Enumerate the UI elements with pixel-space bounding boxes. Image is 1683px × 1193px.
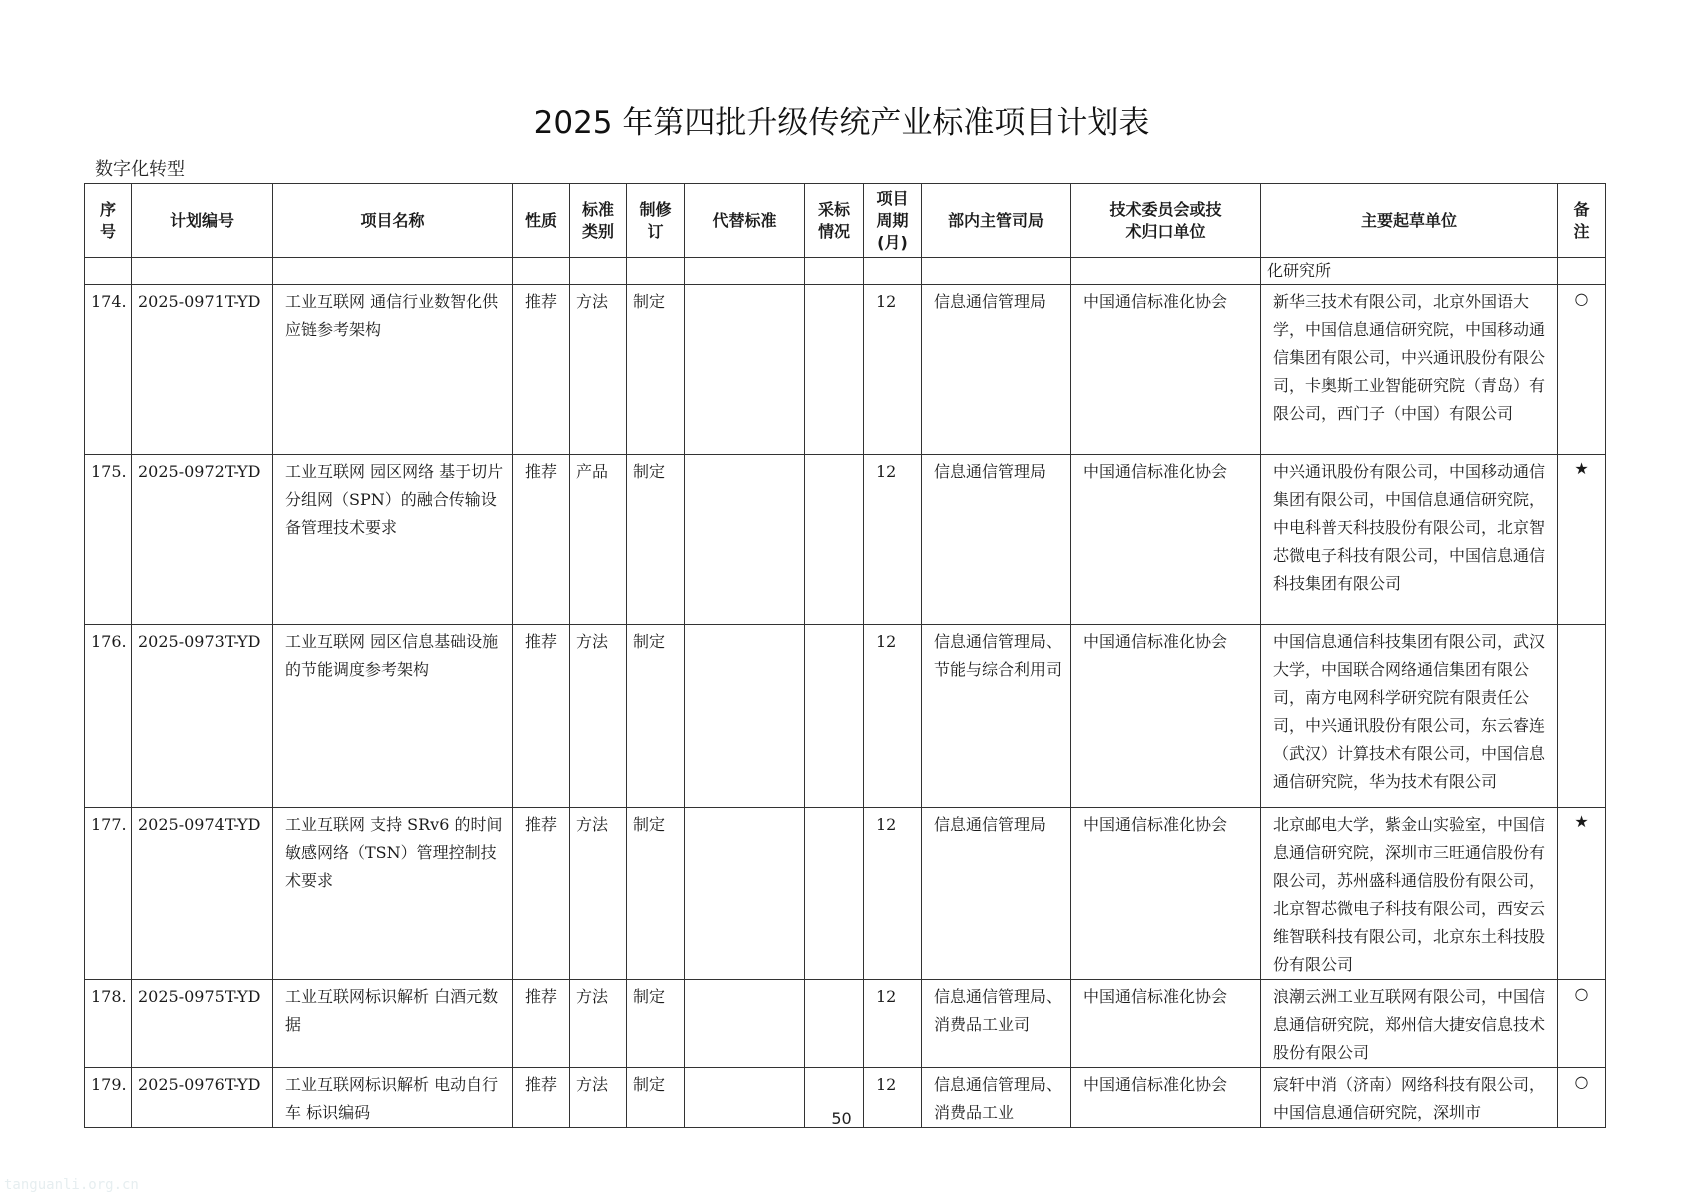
cell-adoption: [805, 808, 864, 980]
cell-remark: ○: [1558, 980, 1606, 1068]
cell-category: 方法: [570, 625, 627, 808]
cell-department: 信息通信管理局: [922, 808, 1071, 980]
cell-committee: 中国通信标准化协会: [1071, 980, 1261, 1068]
page-title: 2025 年第四批升级传统产业标准项目计划表: [533, 105, 1150, 141]
cell-category: 方法: [570, 808, 627, 980]
cell-remark: ○: [1558, 285, 1606, 455]
cell-name: 工业互联网 通信行业数智化供应链参考架构: [273, 285, 513, 455]
carryover-drafters: 化研究所: [1261, 258, 1558, 285]
cell-committee: 中国通信标准化协会: [1071, 1068, 1261, 1128]
header-department: 部内主管司局: [922, 184, 1071, 258]
cell-seq: 175.: [85, 455, 132, 625]
cell-replace: [685, 625, 805, 808]
header-replace: 代替标准: [685, 184, 805, 258]
cell-drafters: 中兴通讯股份有限公司，中国移动通信集团有限公司，中国信息通信研究院，中电科普天科技股份有限公司，北京智芯微电子科技有限公司，中国信息通信科技集团有限公司: [1261, 455, 1558, 625]
page-number: 50: [831, 1109, 852, 1128]
cell-nature: 推荐: [513, 980, 570, 1068]
cell-revision: 制定: [627, 980, 685, 1068]
header-drafters: 主要起草单位: [1261, 184, 1558, 258]
header-name: 项目名称: [273, 184, 513, 258]
cell-name: 工业互联网标识解析 电动自行车 标识编码: [273, 1068, 513, 1128]
cell-seq: 174.: [85, 285, 132, 455]
cell-nature: 推荐: [513, 808, 570, 980]
cell-department: 信息通信管理局、消费品工业: [922, 1068, 1071, 1128]
header-committee: 技术委员会或技术归口单位: [1071, 184, 1261, 258]
cell-seq: 179.: [85, 1068, 132, 1128]
cell-cycle: 12: [864, 980, 922, 1068]
cell-department: 信息通信管理局、消费品工业司: [922, 980, 1071, 1068]
cell-department: 信息通信管理局: [922, 285, 1071, 455]
cell-committee: 中国通信标准化协会: [1071, 285, 1261, 455]
cell-replace: [685, 808, 805, 980]
table-row: [85, 808, 1606, 980]
cell-seq: 178.: [85, 980, 132, 1068]
table-header-row: [85, 184, 1606, 258]
cell-plan-no: 2025-0971T-YD: [132, 285, 273, 455]
cell-replace: [685, 980, 805, 1068]
cell-category: 方法: [570, 1068, 627, 1128]
cell-name: 工业互联网标识解析 白酒元数据: [273, 980, 513, 1068]
cell-remark: ★: [1558, 455, 1606, 625]
cell-committee: 中国通信标准化协会: [1071, 625, 1261, 808]
cell-drafters: 中国信息通信科技集团有限公司，武汉大学，中国联合网络通信集团有限公司，南方电网科学研究院有限责任公司，中兴通讯股份有限公司，东云睿连（武汉）计算技术有限公司，中国信息通信研究院，华为技术有限公司: [1261, 625, 1558, 808]
table-row: [85, 980, 1606, 1068]
cell-cycle: 12: [864, 1068, 922, 1128]
cell-department: 信息通信管理局: [922, 455, 1071, 625]
cell-adoption: [805, 625, 864, 808]
cell-name: 工业互联网 园区信息基础设施的节能调度参考架构: [273, 625, 513, 808]
header-remark: 备注: [1558, 184, 1606, 258]
cell-name: 工业互联网 支持 SRv6 的时间敏感网络（TSN）管理控制技术要求: [273, 808, 513, 980]
cell-drafters: 新华三技术有限公司，北京外国语大学，中国信息通信研究院，中国移动通信集团有限公司，中兴通讯股份有限公司，卡奥斯工业智能研究院（青岛）有限公司，西门子（中国）有限公司: [1261, 285, 1558, 455]
cell-category: 产品: [570, 455, 627, 625]
cell-adoption: [805, 980, 864, 1068]
cell-category: 方法: [570, 980, 627, 1068]
header-category: 标准类别: [570, 184, 627, 258]
cell-nature: 推荐: [513, 285, 570, 455]
cell-drafters: 浪潮云洲工业互联网有限公司，中国信息通信研究院，郑州信大捷安信息技术股份有限公司: [1261, 980, 1558, 1068]
watermark-text: tanguanli.org.cn: [4, 1177, 139, 1193]
cell-plan-no: 2025-0973T-YD: [132, 625, 273, 808]
cell-cycle: 12: [864, 625, 922, 808]
cell-seq: 176.: [85, 625, 132, 808]
cell-drafters: 宸轩中消（济南）网络科技有限公司，中国信息通信研究院，深圳市: [1261, 1068, 1558, 1128]
header-nature: 性质: [513, 184, 570, 258]
carryover-row: [85, 258, 1606, 285]
cell-seq: 177.: [85, 808, 132, 980]
cell-category: 方法: [570, 285, 627, 455]
cell-nature: 推荐: [513, 1068, 570, 1128]
header-plan-no: 计划编号: [132, 184, 273, 258]
section-label: 数字化转型: [95, 159, 185, 180]
cell-remark: [1558, 625, 1606, 808]
cell-adoption: [805, 455, 864, 625]
header-adoption: 采标情况: [805, 184, 864, 258]
cell-department: 信息通信管理局、节能与综合利用司: [922, 625, 1071, 808]
cell-cycle: 12: [864, 455, 922, 625]
table-row: [85, 625, 1606, 808]
cell-plan-no: 2025-0974T-YD: [132, 808, 273, 980]
header-revision: 制修订: [627, 184, 685, 258]
cell-plan-no: 2025-0975T-YD: [132, 980, 273, 1068]
cell-revision: 制定: [627, 285, 685, 455]
cell-adoption: [805, 285, 864, 455]
cell-nature: 推荐: [513, 625, 570, 808]
cell-plan-no: 2025-0972T-YD: [132, 455, 273, 625]
header-seq: 序号: [85, 184, 132, 258]
cell-revision: 制定: [627, 455, 685, 625]
cell-revision: 制定: [627, 808, 685, 980]
cell-plan-no: 2025-0976T-YD: [132, 1068, 273, 1128]
cell-name: 工业互联网 园区网络 基于切片分组网（SPN）的融合传输设备管理技术要求: [273, 455, 513, 625]
cell-committee: 中国通信标准化协会: [1071, 455, 1261, 625]
cell-committee: 中国通信标准化协会: [1071, 808, 1261, 980]
cell-replace: [685, 285, 805, 455]
standards-plan-table: [84, 183, 1606, 1128]
cell-cycle: 12: [864, 808, 922, 980]
table-row: [85, 285, 1606, 455]
header-cycle: 项目周期(月): [864, 184, 922, 258]
cell-nature: 推荐: [513, 455, 570, 625]
table-row: [85, 455, 1606, 625]
cell-drafters: 北京邮电大学，紫金山实验室，中国信息通信研究院，深圳市三旺通信股份有限公司，苏州盛科通信股份有限公司，北京智芯微电子科技有限公司，西安云维智联科技有限公司，北京东土科技股份有限公司: [1261, 808, 1558, 980]
cell-cycle: 12: [864, 285, 922, 455]
cell-revision: 制定: [627, 1068, 685, 1128]
cell-replace: [685, 455, 805, 625]
cell-revision: 制定: [627, 625, 685, 808]
cell-remark: ★: [1558, 808, 1606, 980]
cell-remark: ○: [1558, 1068, 1606, 1128]
